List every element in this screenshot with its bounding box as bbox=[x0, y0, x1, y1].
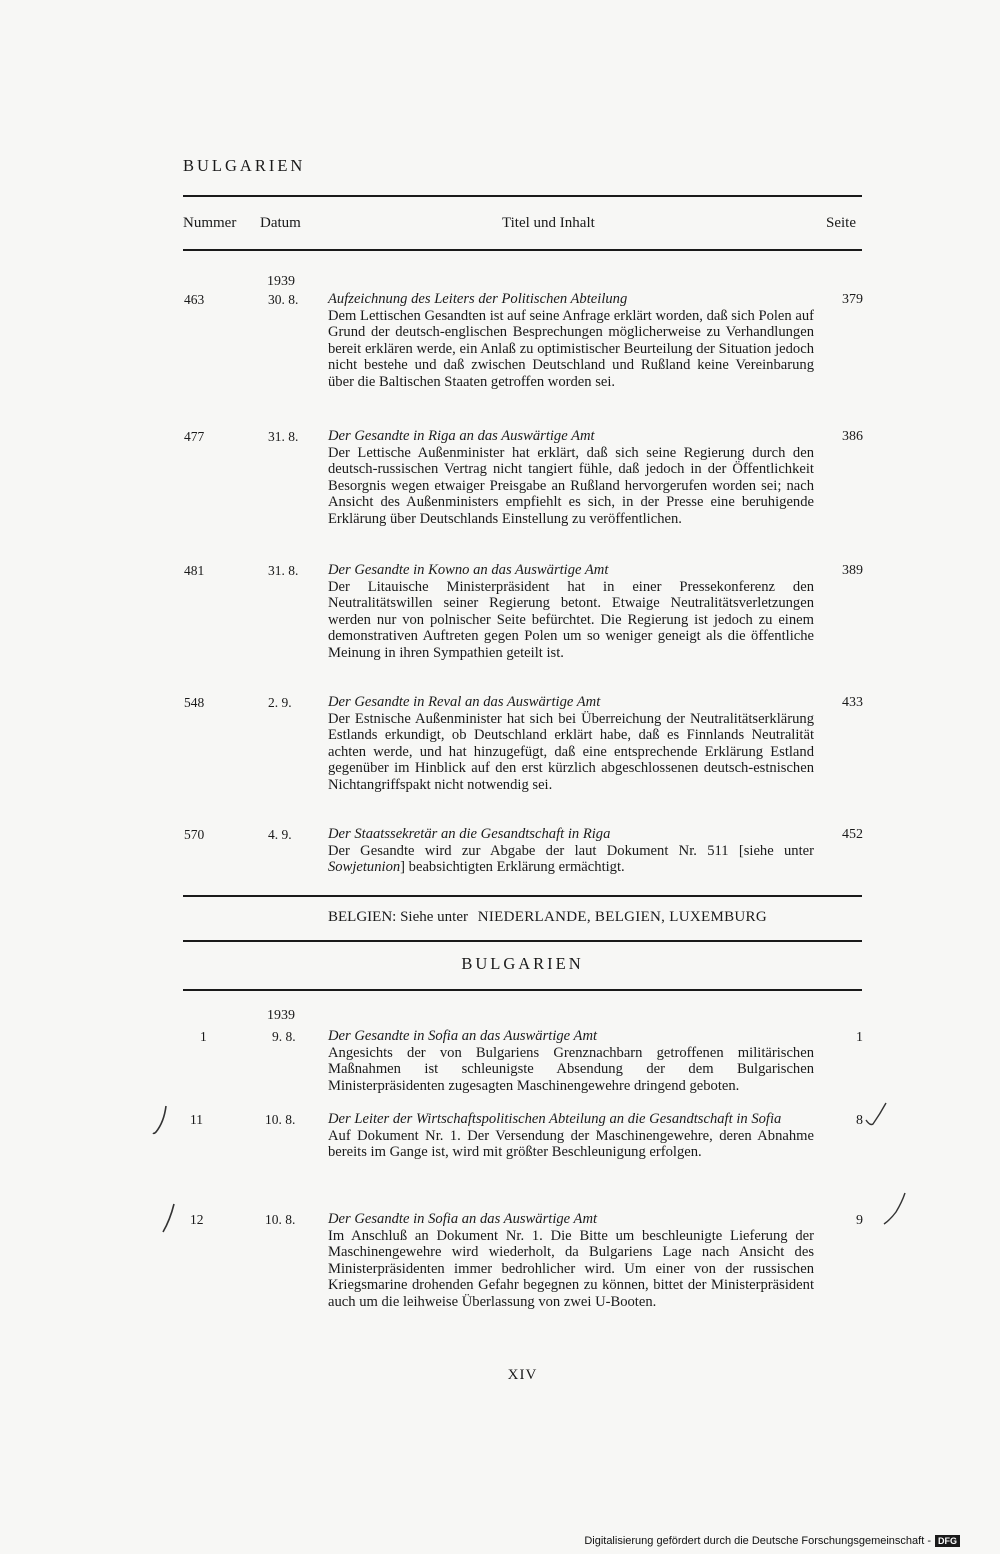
cross-reference bbox=[328, 909, 862, 926]
entry-title: Der Gesandte in Riga an das Auswärtige Amt bbox=[328, 428, 595, 444]
entry-text: Der Estnische Außenminister hat sich bei Überreichung der Neutralitätserklärung Estlands erkundigt, ob Deutschland erklärt habe, daß es Finnlands Neutralität achten werde, und hat hinzugefügt, daß eine entsprechende Erklärung Estland gegenüber im Hinblick auf den erst kürzlich abgeschlossenen deutsch-estnischen Nichtangriffspakt nicht notwendig sei. bbox=[328, 710, 814, 793]
section-title: BULGARIEN bbox=[461, 954, 584, 973]
entry-number: 548 bbox=[184, 695, 205, 710]
year-label: 1939 bbox=[267, 274, 295, 289]
entry-text: Der Lettische Außenminister hat erklärt, daß sich seine Regierung durch den deutsch-russischen Vertrag nicht tangiert fühle, daß jedoch in der Öffentlichkeit Besorgnis wegen etwaiger Preisgabe an Rußland hervorgerufen worden sei; nach Ansicht des Außenministers empfiehlt es sich, in der Presse eine beruhigende Erklärung über Deutschlands Einstellung zu veröffentlichen. bbox=[328, 444, 814, 527]
entry-title: Der Gesandte in Sofia an das Auswärtige Amt bbox=[328, 1211, 598, 1227]
entry-page: 452 bbox=[842, 827, 863, 842]
entry-text: Im Anschluß an Dokument Nr. 1. Die Bitte um beschleunigte Lieferung der Maschinengewehre wird wiederholt, da Bulgariens Lage nach Ansicht des Ministerpräsidenten immer bedrohlicher wird. Um einer von der russischen Kriegsmarine drohenden Gefahr begegnen zu können, bittet der Ministerpräsident auch um die leihweise Überlassung von zwei U-Booten. bbox=[328, 1227, 814, 1310]
col-datum: Datum bbox=[260, 215, 301, 231]
entry-title: Aufzeichnung des Leiters der Politischen Abteilung bbox=[328, 291, 628, 307]
entry-date: 9. 8. bbox=[272, 1029, 296, 1044]
running-head: BULGARIEN bbox=[183, 156, 306, 175]
pencil-checkmark-icon bbox=[880, 1190, 910, 1230]
entry-number: 481 bbox=[184, 563, 205, 578]
rule-header-bottom bbox=[183, 249, 862, 251]
pencil-mark-icon bbox=[150, 1104, 172, 1136]
entry-date: 30. 8. bbox=[268, 292, 299, 307]
entry-number: 12 bbox=[190, 1212, 204, 1227]
entry-page: 8 bbox=[856, 1113, 863, 1128]
entry-text-part: ] beabsichtigten Erklärung ermächtigt. bbox=[400, 859, 625, 876]
footer-text: Digitalisierung gefördert durch die Deutsche Forschungsgemeinschaft - bbox=[584, 1535, 931, 1547]
entry-number: 11 bbox=[190, 1112, 203, 1127]
entry-text: Auf Dokument Nr. 1. Der Versendung der Maschinengewehre, deren Abnahme bereits im Gange ist, wird mit größter Beschleunigung erfolgen. bbox=[328, 1127, 814, 1161]
col-titel: Titel und Inhalt bbox=[502, 215, 595, 231]
entry-text: Angesichts der von Bulgariens Grenznachbarn getroffenen militärischen Maßnahmen ist schleunigste Absendung der dem Bulgarischen Ministerpräsidenten zugesagten Maschinengewehre dringend geboten. bbox=[328, 1044, 814, 1094]
entry-text bbox=[328, 843, 814, 876]
entry-body bbox=[328, 826, 814, 876]
entry-title: Der Leiter der Wirtschaftspolitischen Abteilung an die Gesandtschaft in Sofia bbox=[328, 1111, 782, 1127]
entry-title: Der Gesandte in Reval an das Auswärtige Amt bbox=[328, 694, 601, 710]
col-seite: Seite bbox=[826, 215, 856, 231]
entry-page: 9 bbox=[856, 1213, 863, 1228]
entry-page: 433 bbox=[842, 695, 863, 710]
entry-date: 31. 8. bbox=[268, 429, 299, 444]
entry-date: 10. 8. bbox=[265, 1212, 296, 1227]
page-folio: XIV bbox=[507, 1367, 538, 1383]
entry-number: 477 bbox=[184, 429, 205, 444]
entry-body bbox=[328, 1211, 814, 1311]
col-nummer: Nummer bbox=[183, 215, 237, 231]
dfg-logo: DFG bbox=[935, 1535, 960, 1547]
rule-section2-head bbox=[183, 989, 862, 991]
entry-title: Der Gesandte in Kowno an das Auswärtige Amt bbox=[328, 562, 609, 578]
entry-text-part: Der Gesandte wird zur Abgabe der laut Dokument Nr. 511 [siehe unter bbox=[328, 842, 814, 859]
year-label: 1939 bbox=[267, 1008, 295, 1023]
entry-date: 4. 9. bbox=[268, 827, 292, 842]
entry-number: 1 bbox=[200, 1029, 207, 1044]
entry-text: Der Litauische Ministerpräsident hat in einer Pressekonferenz den Neutralitätswillen seiner Regierung betont. Etwaige Neutralitätsverletzungen werden nur von polnischer Seite befürchtet. Die Regierung ist jedoch zu einem demonstrativen Auftreten gegen Polen um so weniger geneigt als die öffentliche Meinung in ihren Sympathien geteilt ist. bbox=[328, 578, 814, 661]
entry-body bbox=[328, 428, 814, 528]
entry-title: Der Staatssekretär an die Gesandtschaft in Riga bbox=[328, 826, 611, 842]
pencil-mark-icon bbox=[158, 1202, 180, 1236]
entry-page: 1 bbox=[856, 1030, 863, 1045]
entry-body bbox=[328, 562, 814, 662]
pencil-checkmark-icon bbox=[862, 1100, 890, 1132]
entry-page: 389 bbox=[842, 563, 863, 578]
entry-title: Der Gesandte in Sofia an das Auswärtige Amt bbox=[328, 1028, 598, 1044]
rule-top bbox=[183, 195, 862, 197]
rule-section2-top bbox=[183, 940, 862, 942]
entry-body bbox=[328, 1111, 814, 1161]
entry-number: 570 bbox=[184, 827, 205, 842]
footer bbox=[584, 1535, 960, 1547]
entry-number: 463 bbox=[184, 292, 205, 307]
entry-body bbox=[328, 694, 814, 794]
rule-section-end bbox=[183, 895, 862, 897]
cross-reference-label: BELGIEN: Siehe unter bbox=[328, 909, 468, 925]
entry-text: Dem Lettischen Gesandten ist auf seine Anfrage erklärt worden, daß sich Polen auf Grund der deutsch-englischen Besprechungen möglicherweise zu Verhandlungen bereit erklären werde, ein Anlaß zu optimistischer Beurteilung der Situation jedoch nicht bestehe und daß zwischen Deutschland und Rußland keine Vereinbarung über die Baltischen Staaten getroffen worden sei. bbox=[328, 307, 814, 390]
entry-text-italic: Sowjetunion bbox=[328, 859, 401, 876]
entry-body bbox=[328, 291, 814, 391]
cross-reference-target: NIEDERLANDE, BELGIEN, LUXEMBURG bbox=[477, 909, 767, 925]
entry-date: 10. 8. bbox=[265, 1112, 296, 1127]
entry-date: 31. 8. bbox=[268, 563, 299, 578]
entry-body bbox=[328, 1028, 814, 1094]
entry-page: 379 bbox=[842, 292, 863, 307]
entry-page: 386 bbox=[842, 429, 863, 444]
entry-date: 2. 9. bbox=[268, 695, 292, 710]
